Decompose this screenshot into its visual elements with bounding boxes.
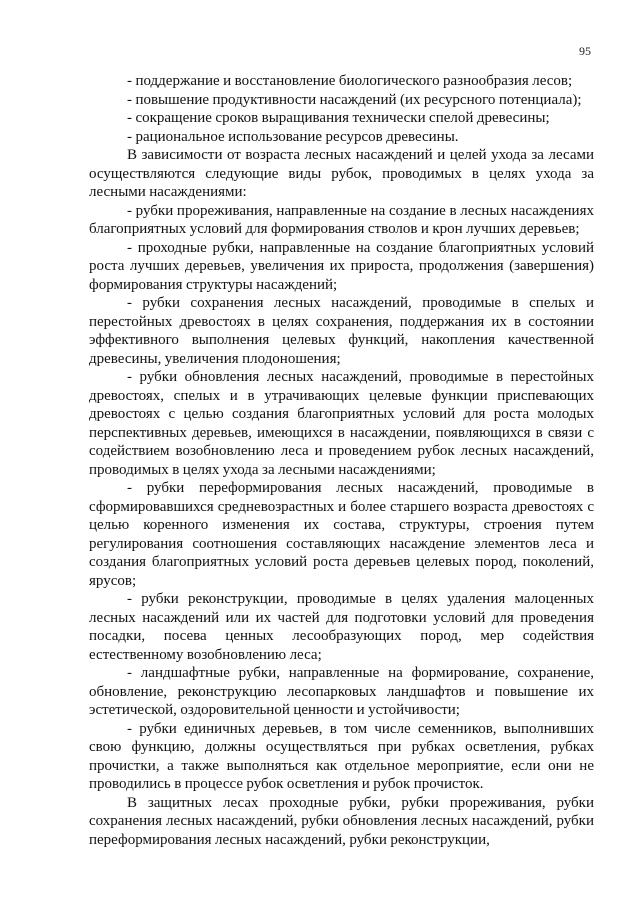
body-paragraph: В защитных лесах проходные рубки, рубки прореживания, рубки сохранения лесных насаждений, рубки обновления лесных насаждений, рубки переформирования лесных насаждений, рубки реконструкции, bbox=[89, 794, 594, 848]
body-paragraph: В зависимости от возраста лесных насаждений и целей ухода за лесами осуществляются следующие виды рубок, проводимых в целях ухода за лесными насаждениями: bbox=[89, 147, 594, 200]
bullet-paragraph: - рубки реконструкции, проводимые в целях удаления малоценных лесных насаждений или их частей для подготовки условий для проведения посадки, посева ценных лесообразующих пород, мер содействия естественному возобновлению леса; bbox=[89, 591, 594, 663]
body-text bbox=[89, 72, 594, 849]
bullet-paragraph: - повышение продуктивности насаждений (их ресурсного потенциала); bbox=[127, 91, 582, 108]
bullet-paragraph: - рубки обновления лесных насаждений, проводимые в перестойных древостоях, спелых и в утрачивающих целевые функции приспевающих древостоях с целью создания благоприятных условий для роста молодых перспективных деревьев, имеющихся в насаждении, появляющихся в связи с содействием возобновлению леса и проведением рубок лесных насаждений, проводимых в целях ухода за лесными насаждениями; bbox=[89, 369, 594, 478]
bullet-paragraph: - рубки переформирования лесных насаждений, проводимые в сформировавшихся средневозрастных и более старшего возраста древостоях с целью коренного изменения их состава, структуры, строения путем регулирования соотношения составляющих насаждение элементов леса и создания благоприятных условий роста деревьев целевых пород, поколений, ярусов; bbox=[89, 480, 594, 589]
bullet-paragraph: - ландшафтные рубки, направленные на формирование, сохранение, обновление, реконструкцию лесопарковых ландшафтов и повышение их эстетической, оздоровительной ценности и устойчивости; bbox=[89, 665, 594, 718]
bullet-paragraph: - рубки прореживания, направленные на создание в лесных насаждениях благоприятных условий для формирования стволов и крон лучших деревьев; bbox=[89, 202, 594, 237]
page-number: 95 bbox=[579, 44, 591, 58]
bullet-paragraph: - проходные рубки, направленные на создание благоприятных условий роста лучших деревьев, увеличения их прироста, продолжения (завершения) формирования структуры насаждений; bbox=[89, 239, 594, 293]
bullet-paragraph: - сокращение сроков выращивания технически спелой древесины; bbox=[127, 110, 550, 126]
bullet-paragraph: - рациональное использование ресурсов древесины. bbox=[127, 128, 459, 145]
bullet-paragraph: - рубки единичных деревьев, в том числе семенников, выполнивших свою функцию, должны осуществляться при рубках осветления, рубках прочистки, а также выполняться как отдельное мероприятие, если они не проводились в процессе рубок осветления и рубок прочисток. bbox=[89, 720, 594, 792]
bullet-paragraph: - поддержание и восстановление биологического разнообразия лесов; bbox=[127, 73, 573, 89]
bullet-paragraph: - рубки сохранения лесных насаждений, проводимые в спелых и перестойных древостоях в целях сохранения, поддержания их в состоянии эффективного выполнения целевых функций, накопления качественной древесины, увеличения плодоношения; bbox=[89, 295, 594, 367]
